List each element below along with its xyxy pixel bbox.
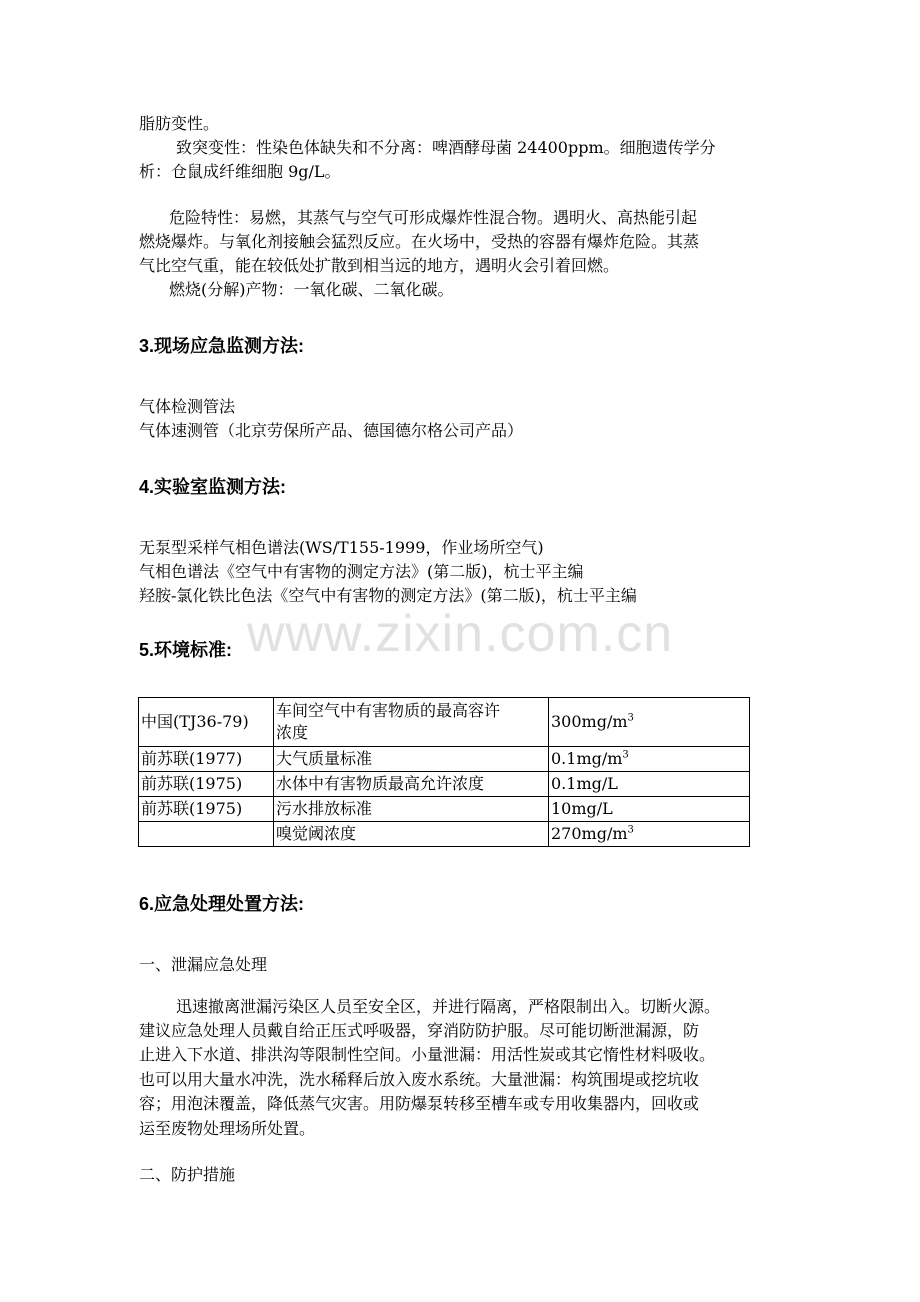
- paragraph-line: 运至废物处理场所处置。: [139, 1119, 316, 1138]
- paragraph-line: 燃烧(分解)产物：一氧化碳、二氧化碳。: [169, 280, 454, 299]
- paragraph-line: 迅速撤离泄漏污染区人员至安全区，并进行隔离，严格限制出入。切断火源。: [176, 997, 721, 1016]
- paragraph-line: 止进入下水道、排洪沟等限制性空间。小量泄漏：用活性炭或其它惰性材料吸收。: [139, 1045, 716, 1064]
- standard-text-line: 车间空气中有害物质的最高容许: [276, 701, 501, 720]
- table-cell-country: 前苏联(1977): [139, 747, 274, 772]
- unit-superscript: 3: [622, 749, 629, 761]
- table-cell-country: 中国(TJ36-79): [139, 698, 274, 747]
- section-heading: 3.现场应急监测方法:: [139, 336, 305, 356]
- paragraph-line: 脂肪变性。: [139, 114, 220, 133]
- table-cell-country: [139, 822, 274, 847]
- table-row: [139, 822, 750, 847]
- paragraph-line: 致突变性：性染色体缺失和不分离：啤酒酵母菌 24400ppm。细胞遗传学分: [176, 138, 716, 157]
- table-row: [139, 772, 750, 797]
- list-item: 无泵型采样气相色谱法(WS/T155-1999，作业场所空气): [139, 538, 544, 557]
- value-text: 300mg/m: [551, 712, 628, 731]
- watermark: www.zixin.com.cn: [246, 605, 674, 663]
- table-cell-country: 前苏联(1975): [139, 797, 274, 822]
- list-item: 气相色谱法《空气中有害物的测定方法》(第二版)，杭士平主编: [139, 562, 584, 581]
- paragraph-line: 建议应急处理人员戴自给正压式呼吸器，穿消防防护服。尽可能切断泄漏源，防: [139, 1021, 700, 1040]
- value-text: 10mg/L: [551, 799, 613, 818]
- value-text: 0.1mg/m: [551, 749, 623, 768]
- paragraph-line: 也可以用大量水冲洗，洗水稀释后放入废水系统。大量泄漏：构筑围堤或挖坑收: [139, 1070, 700, 1089]
- subsection-title: 一、泄漏应急处理: [139, 955, 268, 974]
- environment-standards-table: [138, 697, 750, 847]
- table-cell-standard: 大气质量标准: [274, 747, 549, 772]
- unit-superscript: 3: [627, 712, 634, 724]
- section-heading: 6.应急处理处置方法:: [139, 894, 305, 914]
- value-text: 270mg/m: [551, 824, 628, 843]
- table-cell-country: 前苏联(1975): [139, 772, 274, 797]
- value-text: 0.1mg/L: [551, 774, 618, 793]
- paragraph-line: 燃烧爆炸。与氧化剂接触会猛烈反应。在火场中，受热的容器有爆炸危险。其蒸: [139, 232, 700, 251]
- table-row: [139, 698, 750, 747]
- table-cell-value: [549, 698, 750, 747]
- table-cell-value: [549, 797, 750, 822]
- table-cell-standard: 水体中有害物质最高允许浓度: [274, 772, 549, 797]
- table-row: [139, 797, 750, 822]
- list-item: 羟胺-氯化铁比色法《空气中有害物的测定方法》(第二版)，杭士平主编: [139, 586, 637, 605]
- table-row: [139, 747, 750, 772]
- list-item: 气体检测管法: [139, 397, 236, 416]
- subsection-title: 二、防护措施: [139, 1165, 236, 1184]
- unit-superscript: 3: [627, 824, 634, 836]
- table-cell-value: [549, 772, 750, 797]
- paragraph-line: 容；用泡沫覆盖，降低蒸气灾害。用防爆泵转移至槽车或专用收集器内，回收或: [139, 1094, 700, 1113]
- list-item: 气体速测管（北京劳保所产品、德国德尔格公司产品）: [139, 421, 524, 440]
- paragraph-line: 危险特性：易燃，其蒸气与空气可形成爆炸性混合物。遇明火、高热能引起: [169, 208, 698, 227]
- paragraph-line: 气比空气重，能在较低处扩散到相当远的地方，遇明火会引着回燃。: [139, 256, 620, 275]
- table-cell-value: [549, 822, 750, 847]
- table-cell-value: [549, 747, 750, 772]
- section-heading: 5.环境标准:: [139, 640, 233, 660]
- section-heading: 4.实验室监测方法:: [139, 477, 287, 497]
- table-cell-standard: 污水排放标准: [274, 797, 549, 822]
- table-cell-standard: 嗅觉阈浓度: [274, 822, 549, 847]
- standard-text-line: 浓度: [276, 723, 309, 742]
- paragraph-line: 析：仓鼠成纤维细胞 9g/L。: [139, 162, 341, 181]
- table-cell-standard: [274, 698, 549, 747]
